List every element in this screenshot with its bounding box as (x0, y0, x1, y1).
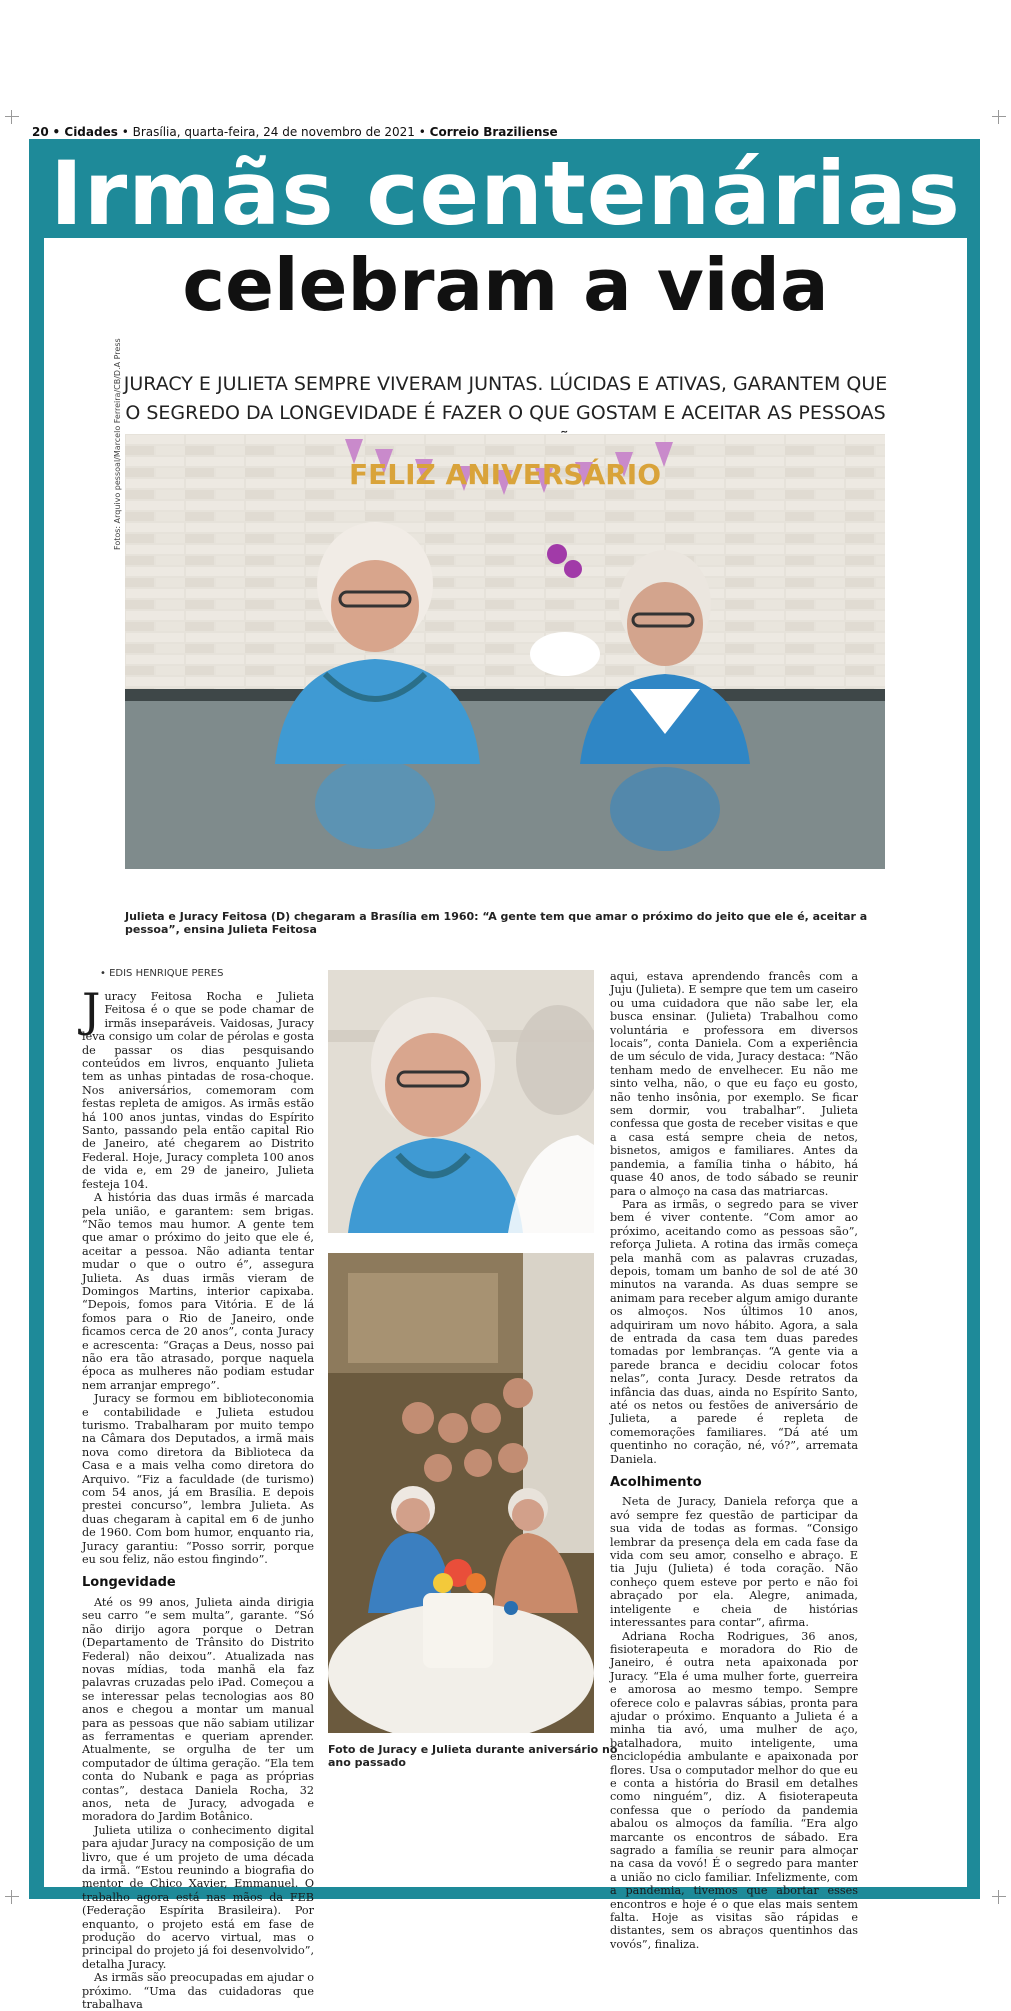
page-folio: 20 • Cidades • Brasília, quarta-feira, 24 de novembro de 2021 • Correio Braziliense (32, 125, 558, 139)
closeup-photo (328, 970, 594, 1233)
article-column-3 (610, 970, 858, 1951)
family-photo-caption: Foto de Juracy e Julieta durante aniversário no ano passado (328, 1743, 618, 1769)
article-paragraph: Para as irmãs, o segredo para se viver bem é viver contente. “Com amor ao próximo, aceitando como as pessoas são”, reforça Julieta. A rotina das irmãs começa pela manhã com as palavras cruzadas, depois, tomam um banho de sol de até 30 minutos na varanda. As duas sempre se animam para receber algum amigo durante os almoços. Nos últimos 10 anos, adquiriram um novo hábito. Agora, a sala de entrada da casa tem duas paredes tomadas por lembranças. “A gente via a parede branca e decidiu colocar fotos nelas”, conta Juracy. Desde retratos da infância das duas, ainda no Espírito Santo, até os netos ou festões de aniversário de Julieta, a parede é repleta de comemorações familiares. “Dá até um quentinho no coração, né, vó?”, arremata Daniela. (610, 1197, 858, 1466)
banner-text: FELIZ ANIVERSÁRIO (348, 458, 662, 491)
main-photo-illustration (125, 434, 885, 869)
main-photo (125, 434, 885, 869)
newspaper-name: Correio Braziliense (429, 125, 558, 139)
article-paragraph: Adriana Rocha Rodrigues, 36 anos, fisioterapeuta e moradora do Rio de Janeiro, é outra neta apaixonada por Juracy. “Ela é uma mulher forte, guerreira e amorosa ao mesmo tempo. Sempre oferece colo e palavras sábias, pronta para ajudar o próximo. Enquanto a Julieta é a minha tia avó, uma mulher de aço, batalhadora, muito inteligente, uma enciclopédia ambulante e apaixonada por flores. Usa o computador melhor do que eu e conta a história do Brasil em detalhes como ninguém”, diz. A fisioterapeuta confessa que o período da pandemia abalou os almoços da família. “Era algo marcante os encontros de sábado. Era sagrado a família se reunir para almoçar na casa da vovó! É o segredo para manter a união no ciclo familiar. Infelizmente, com a pandemia, tivemos que abortar esses encontros e hoje é o que elas mais sentem falta. Hoje as visitas são rápidas e distantes, sem os abraços quentinhos das vovós”, finaliza. (610, 1629, 858, 1951)
dateline: Brasília, quarta-feira, 24 de novembro de 2021 (132, 125, 415, 139)
article-paragraph: Até os 99 anos, Julieta ainda dirigia seu carro “e sem multa”, garante. “Só não dirijo agora porque o Detran (Departamento de Trânsito do Distrito Federal) não deixou”. Atualizada nas novas mídias, toda manhã ela faz palavras cruzadas pelo iPad. Começou a se interessar pelas tecnologias aos 80 anos e chegou a montar um manual para as pessoas que não sabiam utilizar as ferramentas e queriam aprender. Atualmente, se orgulha de ter um computador de última geração. “Ela tem conta do Nubank e paga as próprias contas”, destaca Daniela Rocha, 32 anos, neta de Juracy, advogada e moradora do Jardim Botânico. (82, 1595, 314, 1824)
drop-cap: J (82, 983, 101, 1037)
main-photo-caption: Julieta e Juracy Feitosa (D) chegaram a Brasília em 1960: “A gente tem que amar o próximo do jeito que ele é, aceitar a pessoa”, ensina Julieta Feitosa (125, 910, 868, 936)
article-paragraph: Juracy se formou em biblioteconomia e contabilidade e Julieta estudou turismo. Trabalharam por muito tempo na Câmara dos Deputados, a irmã mais nova como diretora da Biblioteca da Casa e a mais velha como diretora do Arquivo. “Fiz a faculdade (de turismo) com 54 anos, já em Brasília. E depois prestei concurso”, lembra Julieta. As duas chegaram à capital em 6 de junho de 1960. Com bom humor, enquanto ria, Juracy garantiu: “Posso sorrir, porque eu sou feliz, não estou fingindo”. (82, 1392, 314, 1567)
registration-mark (992, 110, 1006, 124)
headline-line-1: Irmãs centenárias (50, 142, 961, 245)
deck-subheadline: JURACY E JULIETA SEMPRE VIVERAM JUNTAS. LÚCIDAS E ATIVAS, GARANTEM QUE O SEGREDO DA LONGEVIDADE É FAZER O QUE GOSTAM E ACEITAR AS PESSOAS (123, 373, 888, 424)
section-name: Cidades (64, 125, 118, 139)
subhead-longevidade: Longevidade (82, 1575, 176, 1591)
headline-line-2: celebram a vida (182, 243, 829, 327)
page-number: 20 (32, 125, 49, 139)
registration-mark (5, 110, 19, 124)
byline: • EDIS HENRIQUE PERES (100, 968, 224, 979)
article-paragraph: Julieta utiliza o conhecimento digital para ajudar Juracy na composição de um livro, que é um projeto de uma década da irmã. “Estou reunindo a biografia do mentor de Chico Xavier, Emmanuel. O trabalho agora está nas mãos da FEB (Federação Espírita Brasileira). Por enquanto, o projeto está em fase de produção do acervo virtual, mas o principal do projeto já foi desenvolvido”, detalha Juracy. (82, 1823, 314, 1971)
article-column-1 (82, 983, 314, 2011)
closeup-illustration (328, 970, 594, 1233)
article-paragraph: A história das duas irmãs é marcada pela união, e garantem: sem brigas. “Não temos mau humor. A gente tem que amar o próximo do jeito que ele é, aceitar a pessoa. Não adianta tentar mudar o que o outro é”, assegura Julieta. As duas irmãs vieram de Domingos Martins, interior capixaba. “Depois, fomos para Vitória. E de lá fomos para o Rio de Janeiro, onde ficamos cerca de 20 anos”, conta Juracy e acrescenta: “Graças a Deus, nosso pai não era tão atrasado, porque naquela época as mulheres não podiam estudar nem arranjar emprego”. (82, 1191, 314, 1392)
article-paragraph: As irmãs são preocupadas em ajudar o próximo. “Uma das cuidadoras que trabalhava (82, 1971, 314, 2011)
photo-credit: Fotos: Arquivo pessoal/Marcelo Ferreira/CB/D.A Press (113, 338, 122, 550)
family-photo-illustration (328, 1253, 594, 1733)
article-paragraph: Neta de Juracy, Daniela reforça que a avó sempre fez questão de participar da sua vida de todas as formas. “Consigo lembrar da presença dela em cada fase da vida com seu amor, conselho e abraço. E tia Juju (Julieta) é toda coração. Não conheço quem esteve por perto e não foi abraçado por ela. Alegre, animada, inteligente e cheia de histórias interessantes para contar”, afirma. (610, 1495, 858, 1630)
article-paragraph: aqui, estava aprendendo francês com a Juju (Julieta). E sempre que tem um caseiro ou uma cuidadora que não sabe ler, ela busca ensinar. (Julieta) Trabalhou como voluntária e professora em diversos locais”, conta Daniela. Com a experiência de um século de vida, Juracy destaca: “Não tenham medo de envelhecer. Eu não me sinto velha, não, o que eu faço eu gosto, não tenho insônia, por exemplo. Se ficar sem dormir, vou trabalhar”. Julieta confessa que gosta de receber visitas e que a casa está sempre cheia de netos, bisnetos, amigos e familiares. Antes da pandemia, a família tinha o hábito, há quase 40 anos, de todo sábado se reunir para o almoço na casa das matriarcas. (610, 970, 858, 1198)
registration-mark (5, 1890, 19, 1904)
subhead-acolhimento: Acolhimento (610, 1475, 702, 1491)
registration-mark (992, 1890, 1006, 1904)
family-photo (328, 1253, 594, 1733)
paragraph-text: uracy Feitosa Rocha e Julieta Feitosa é o que se pode chamar de irmãs inseparáveis. Vaidosas, Juracy leva consigo um colar de pérolas e gosta de passar os dias pesquisando conteúdos em livros, enquanto Julieta tem as unhas pintadas de rosa-choque. Nos aniversários, comemoram com festas repleta de amigos. As irmãs estão há 100 anos juntas, vindas do Espírito Santo, passando pela então capital Rio de Janeiro, até chegarem ao Distrito Federal. Hoje, Juracy completa 100 anos de vida e, em 29 de janeiro, Julieta festeja 104. (82, 990, 314, 1191)
article-paragraph (82, 983, 314, 1191)
